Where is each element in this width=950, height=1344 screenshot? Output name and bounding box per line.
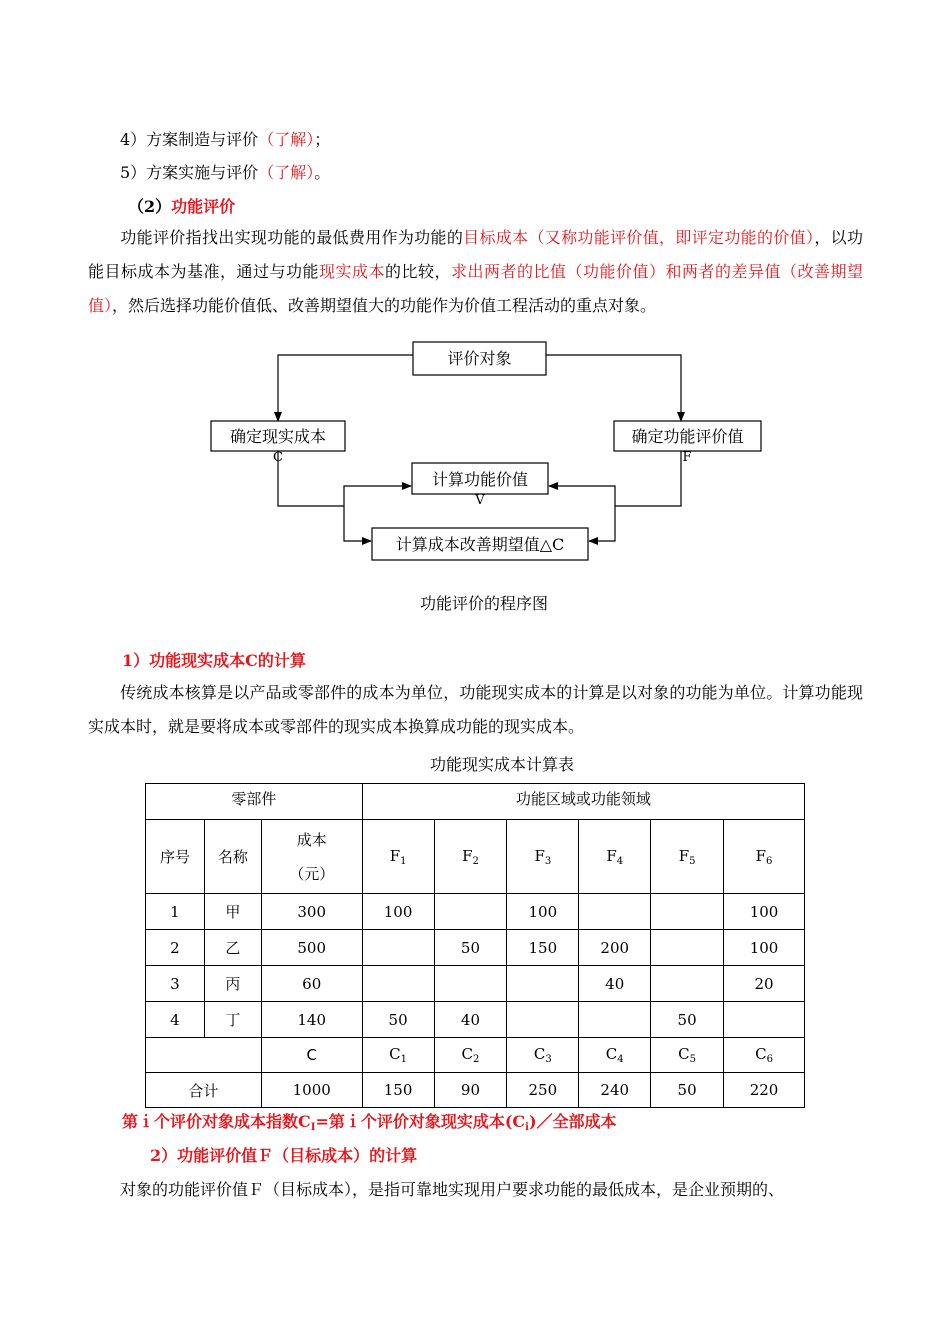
intro-paragraph: [88, 221, 863, 323]
cell-c1: $C_1$: [362, 1038, 434, 1073]
connector-cost-to-improve: [344, 506, 371, 541]
cell-no: 4: [146, 1002, 205, 1038]
cell-name: 甲: [204, 894, 261, 930]
cell-f2: [434, 894, 507, 930]
connector-eval-to-cost: [278, 355, 413, 421]
table-column-header: [146, 820, 805, 894]
cell-blank: [146, 1038, 262, 1073]
step-5-end: 。: [314, 163, 331, 182]
cell-f2: 40: [434, 1002, 507, 1038]
connector-value-to-improve: [589, 506, 615, 541]
cell-total-f1: 150: [362, 1073, 434, 1108]
cell-c4: $C_4$: [579, 1038, 651, 1073]
cell-f4: 200: [579, 930, 651, 966]
node-calc-improvement: [372, 528, 588, 560]
table-row: [146, 930, 805, 966]
cell-no: 2: [146, 930, 205, 966]
cell-no: 1: [146, 894, 205, 930]
formula-part-c: )／全部成本: [528, 1112, 617, 1131]
node-calc-improvement-label: 计算成本改善期望值△C: [395, 535, 565, 554]
target-cost-paragraph: 对象的功能评价值Ｆ（目标成本），是指可靠地实现用户要求功能的最低成本，是企业预期的、: [120, 1180, 785, 1199]
cell-total-f5: 50: [651, 1073, 724, 1108]
cell-total-f3: 250: [507, 1073, 579, 1108]
cell-f6: 20: [724, 966, 805, 1002]
header-cost-line2: （元）: [289, 864, 335, 883]
cell-c-label: C: [261, 1038, 362, 1073]
cell-name: 丙: [204, 966, 261, 1002]
cost-index-formula: [122, 1109, 617, 1133]
step-4: [120, 127, 330, 150]
step-4-end: ；: [314, 130, 331, 149]
cell-total-cost: 1000: [261, 1073, 362, 1108]
cell-f1: [362, 930, 434, 966]
intro-red-actual-cost: 现实成本: [318, 262, 385, 281]
label-c: C: [273, 450, 283, 465]
node-function-value: [614, 421, 761, 451]
cell-cost: 60: [261, 966, 362, 1002]
header-f4: $F_4$: [579, 820, 651, 894]
cell-f5: [651, 894, 724, 930]
cell-f3: 100: [507, 894, 579, 930]
cell-name: 乙: [204, 930, 261, 966]
intro-red-target-cost: 目标成本（又称功能评价值，即评定功能的价值）: [463, 228, 815, 247]
formula-c2: C: [512, 1112, 526, 1131]
header-parts: 零部件: [146, 784, 363, 820]
formula-part-a: 第ｉ个评价对象成本指数: [122, 1112, 299, 1131]
header-name: 名称: [204, 820, 261, 894]
cell-f6: 100: [724, 930, 805, 966]
cell-f4: [579, 1002, 651, 1038]
header-no: 序号: [146, 820, 205, 894]
label-f: F: [682, 450, 692, 465]
formula-sub2: i: [525, 1122, 529, 1133]
cell-name: 丁: [204, 1002, 261, 1038]
formula-sub1: I: [310, 1122, 316, 1133]
node-actual-cost-label: 确定现实成本: [229, 427, 327, 446]
flowchart-caption: 功能评价的程序图: [420, 594, 549, 613]
cell-c2: $C_2$: [434, 1038, 507, 1073]
node-calc-value: [412, 463, 548, 494]
cell-total-f6: 220: [724, 1073, 805, 1108]
header-f2: $F_2$: [434, 820, 507, 894]
header-cost-line1: 成本: [296, 830, 327, 849]
section-2-title: 功能评价: [171, 197, 236, 216]
node-calc-value-label: 计算功能价值: [431, 470, 529, 489]
intro-text-3: 的比较，: [384, 262, 451, 281]
connector-eval-to-value: [546, 355, 681, 421]
node-function-value-label: 确定功能评价值: [631, 427, 744, 446]
cell-cost: 500: [261, 930, 362, 966]
table-caption: 功能现实成本计算表: [430, 755, 575, 774]
step-5-text: 5）方案实施与评价: [120, 163, 259, 182]
label-v: V: [475, 493, 485, 508]
header-f6: $F_6$: [724, 820, 805, 894]
cost-table: [145, 783, 805, 1108]
node-evaluation-object-label: 评价对象: [447, 349, 512, 368]
step-4-note: （了解）: [258, 130, 315, 149]
connector-value-to-calc: [549, 451, 681, 506]
header-f3: $F_3$: [507, 820, 579, 894]
intro-red-ratio: 求出两者的比值（功能价值）和两者的差异值（改善期望值）: [88, 262, 863, 315]
sub-heading-1: 1）功能现实成本C的计算: [122, 651, 306, 670]
evaluation-flowchart: [0, 330, 950, 580]
section-2-num: （2）: [128, 197, 172, 216]
intro-text-2: ，以功能目标成本为基准，通过与功能: [88, 228, 863, 281]
cell-f3: 150: [507, 930, 579, 966]
step-5-note: （了解）: [258, 163, 315, 182]
formula-c1: C: [298, 1112, 311, 1131]
cell-no: 3: [146, 966, 205, 1002]
table-row: [146, 966, 805, 1002]
header-f1: $F_1$: [362, 820, 434, 894]
table-row: [146, 1002, 805, 1038]
cell-cost: 140: [261, 1002, 362, 1038]
cost-paragraph: [88, 676, 863, 744]
cell-f6: [724, 1002, 805, 1038]
cell-f2: 50: [434, 930, 507, 966]
cell-f6: 100: [724, 894, 805, 930]
formula-part-b: =第ｉ个评价对象现实成本(: [315, 1112, 513, 1131]
table-row: [146, 894, 805, 930]
intro-text-1: 功能评价指找出实现功能的最低费用作为功能的: [120, 228, 464, 247]
header-cost: [261, 820, 362, 894]
header-f5: $F_5$: [651, 820, 724, 894]
cell-f3: [507, 966, 579, 1002]
cell-c6: $C_6$: [724, 1038, 805, 1073]
cell-f5: [651, 966, 724, 1002]
cell-f1: [362, 966, 434, 1002]
cell-f5: [651, 930, 724, 966]
cell-total-f4: 240: [579, 1073, 651, 1108]
cell-total-label: 合计: [146, 1073, 262, 1108]
cell-f3: [507, 1002, 579, 1038]
header-functions: 功能区域或功能领域: [362, 784, 804, 820]
table-c-row: [146, 1038, 805, 1073]
cell-f2: [434, 966, 507, 1002]
cell-f4: 40: [579, 966, 651, 1002]
cell-c5: $C_5$: [651, 1038, 724, 1073]
sub-heading-2: 2）功能评价值Ｆ（目标成本）的计算: [150, 1146, 418, 1165]
step-4-text: 4）方案制造与评价: [120, 130, 259, 149]
intro-text-4: ，然后选择功能价值低、改善期望值大的功能作为价值工程活动的重点对象。: [112, 296, 657, 315]
table-total-row: [146, 1073, 805, 1108]
cell-f4: [579, 894, 651, 930]
cell-total-f2: 90: [434, 1073, 507, 1108]
cell-c3: $C_3$: [507, 1038, 579, 1073]
node-actual-cost: [211, 421, 345, 451]
cell-cost: 300: [261, 894, 362, 930]
connector-cost-to-calc: [278, 451, 411, 506]
cost-paragraph-text: 传统成本核算是以产品或零部件的成本为单位，功能现实成本的计算是以对象的功能为单位。计算功能现实成本时，就是要将成本或零部件的现实成本换算成功能的现实成本。: [88, 683, 863, 736]
cell-f5: 50: [651, 1002, 724, 1038]
cell-f1: 100: [362, 894, 434, 930]
cell-f1: 50: [362, 1002, 434, 1038]
step-5: [120, 160, 330, 183]
node-evaluation-object: [413, 342, 546, 375]
table-group-header: [146, 784, 805, 820]
section-2-heading: [128, 194, 235, 217]
